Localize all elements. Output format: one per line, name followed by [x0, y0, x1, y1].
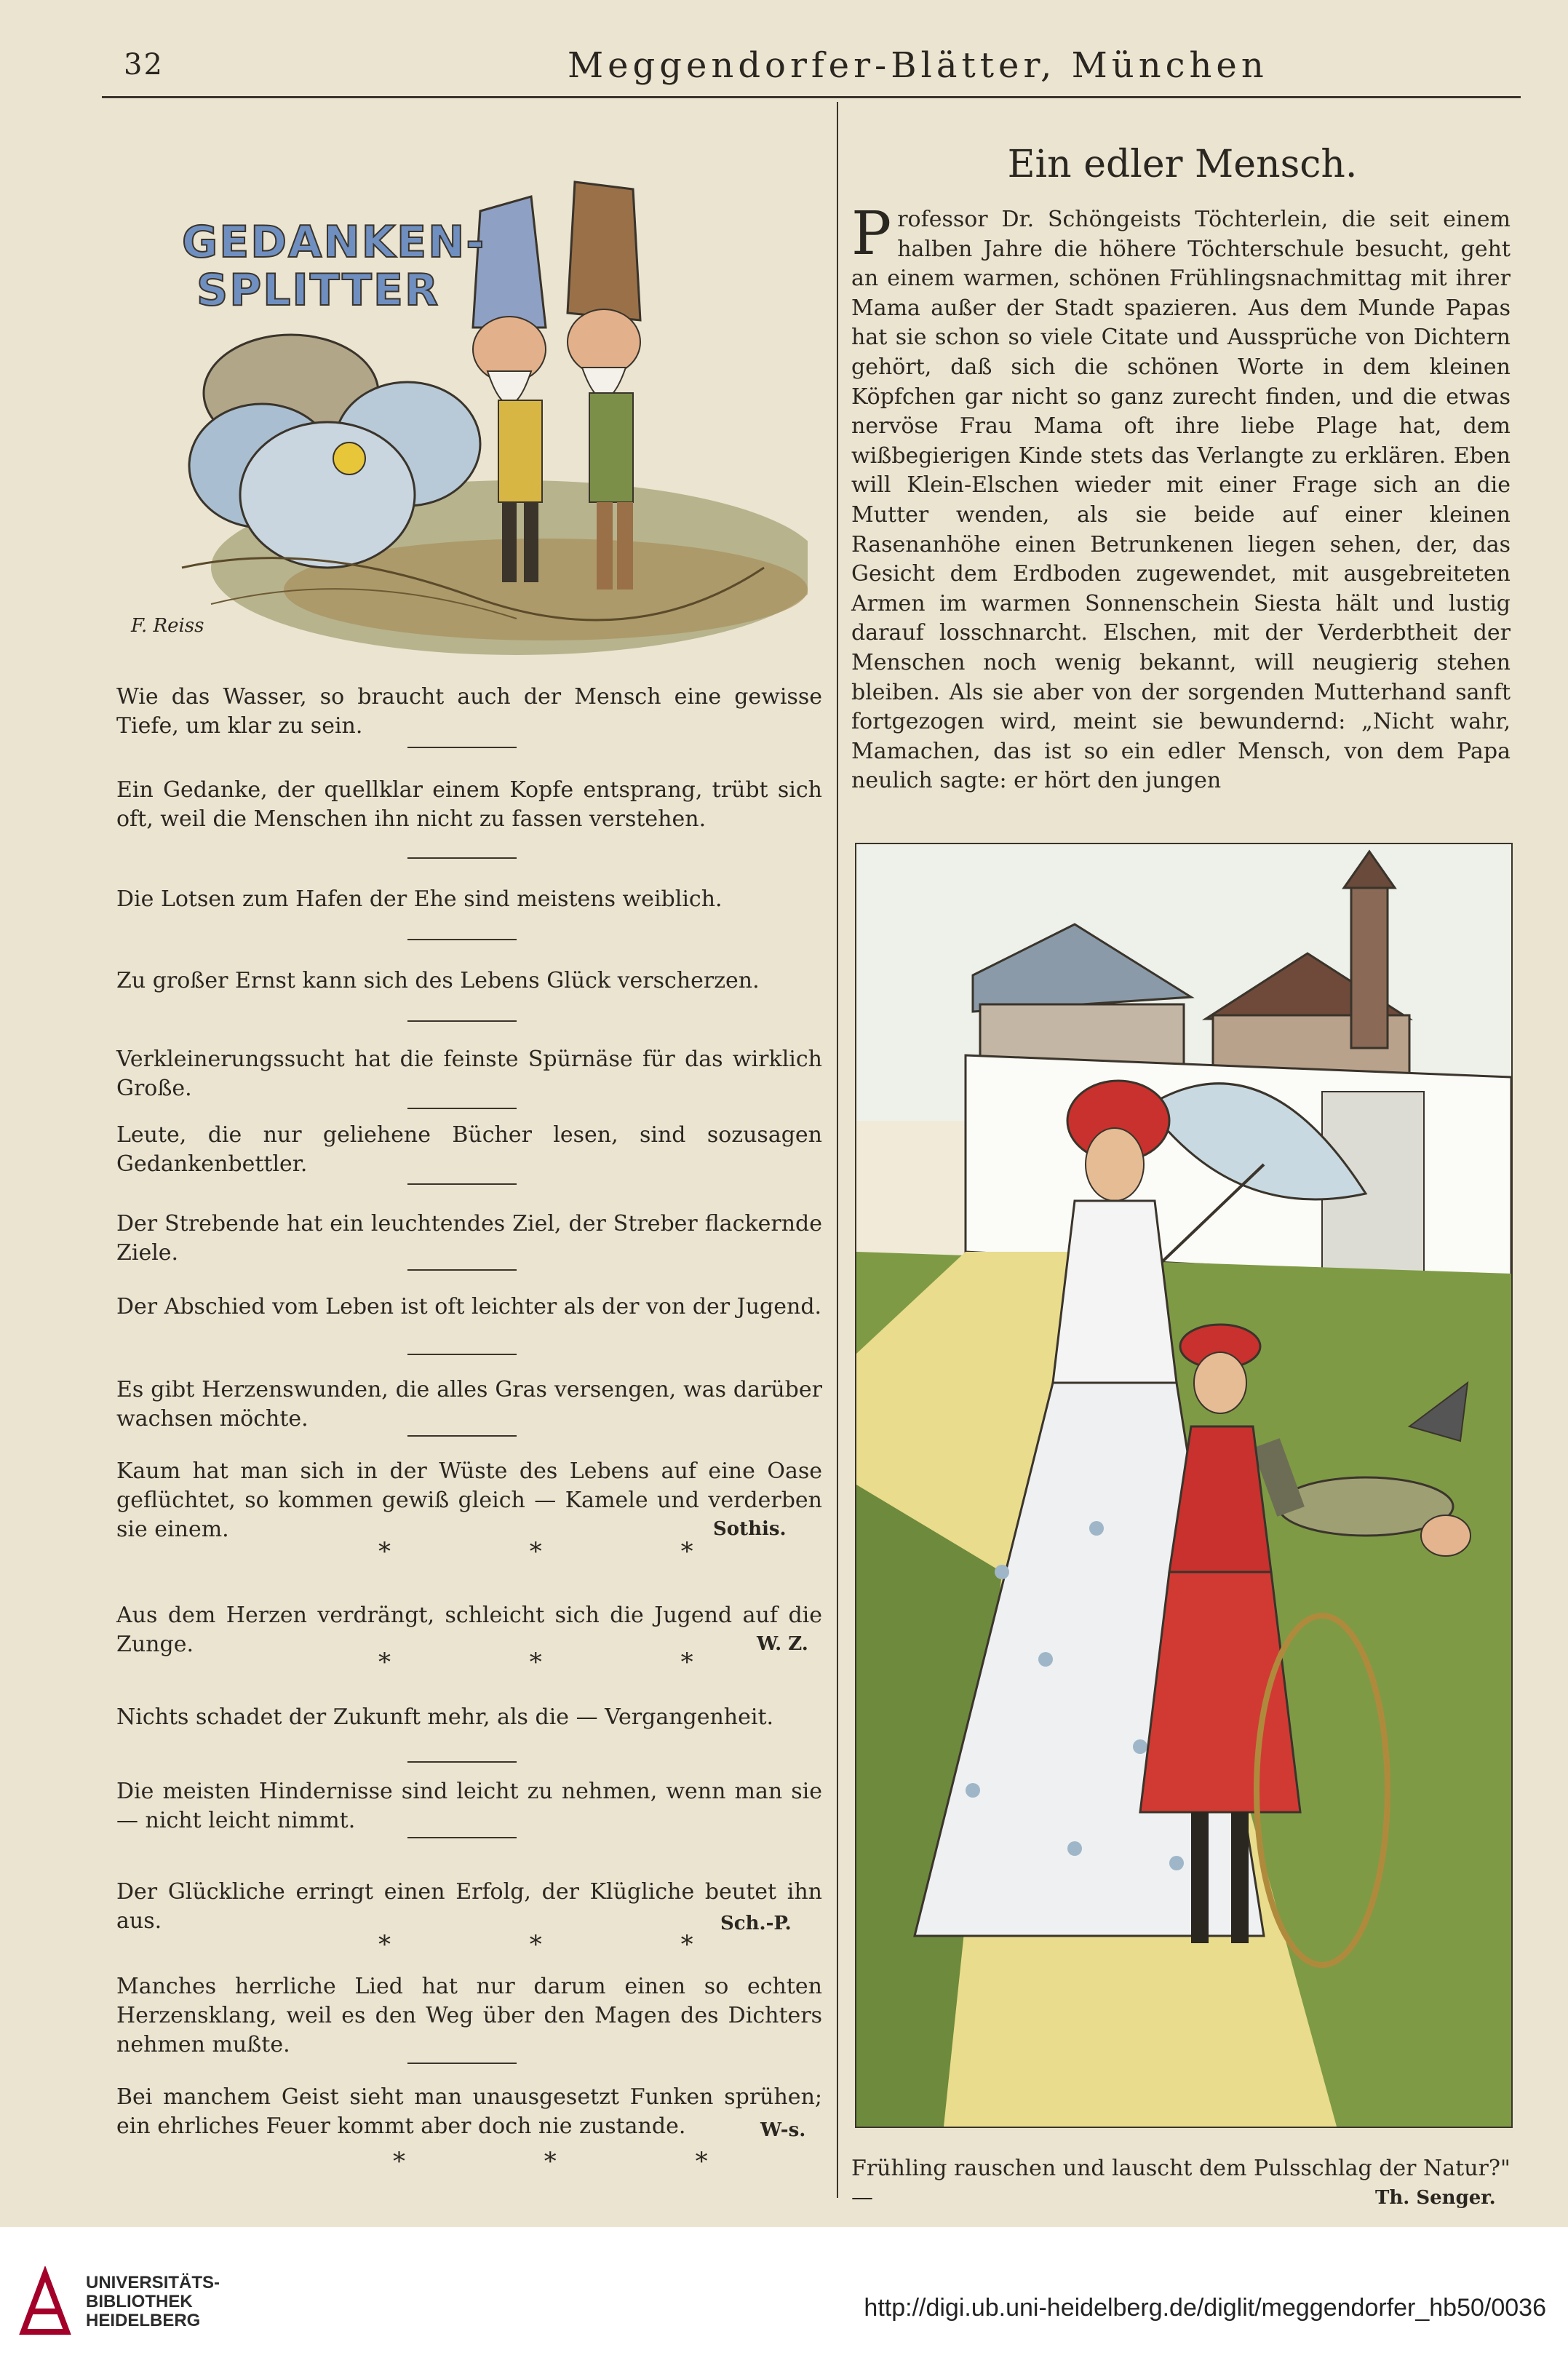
signature-sothis: Sothis.: [713, 1518, 787, 1540]
star-divider: * * *: [378, 1648, 759, 1677]
star-divider: * * *: [378, 1537, 759, 1566]
aphorism-1: Wie das Wasser, so braucht auch der Mensch eine gewisse Tiefe, um klar zu sein.: [116, 684, 822, 739]
drop-cap: P: [851, 199, 892, 269]
page-header: [102, 42, 1521, 93]
header-rule: [102, 96, 1521, 98]
story-body: rofessor Dr. Schöngeists Töchterlein, die seit einem halben Jahre die höhere Töchterschule besucht, geht an einem warmen, schönen Frühlingsnachmittag mit ihrer Mama außer der Stadt spazieren. Aus dem Munde Papas hat sie schon so viele Citate und Aussprüche von Dichtern gehört, daß sich die schönen Worte in dem kleinen Köpfchen gar nicht so ganz zurecht finden, und die etwas nervöse Frau Mama oft ihre liebe Plage hat, dem wißbegierigen Kinde stets das Verlangte zu erklären. Eben will Klein-Elschen wieder mit einer Frage sich an die Mutter wenden, als sie beide auf einer kleinen Rasenanhöhe einen Betrunkenen liegen sehen, der, das Gesicht dem Erdboden zugewendet, mit ausgebreiteten Armen im warmen Sonnenschein Siesta hält und lustig darauf losschnarcht. Elschen, mit der Verderbtheit der Menschen noch wenig bekannt, will neugierig stehen bleiben. Als sie aber von der sorgenden Mutterhand sanft fortgezogen wird, meint sie bewundernd: „Nicht wahr, Mamachen, das ist so ein edler Mensch, von dem Papa neulich sagte: er hört den jungen: [851, 207, 1511, 794]
separator-line: [407, 1435, 517, 1437]
illustration-signature: F. Reiss: [131, 615, 204, 637]
aphorism-8: Der Abschied vom Leben ist oft leichter als der von der Jugend.: [116, 1294, 822, 1319]
institution-line3: HEIDELBERG: [86, 2311, 201, 2330]
signature-ws: W-s.: [760, 2119, 806, 2141]
aphorism-13: Die meisten Hindernisse sind leicht zu nehmen, wenn man sie — nicht leicht nimmt.: [116, 1779, 822, 1833]
separator-line: [407, 1183, 517, 1185]
story-title: Ein edler Mensch.: [1007, 143, 1358, 186]
library-footer: [0, 2227, 1568, 2358]
aphorism-5: Verkleinerungssucht hat die feinste Spürnäse für das wirklich Große.: [116, 1047, 822, 1101]
separator-line: [407, 939, 517, 940]
digitization-url[interactable]: http://digi.ub.uni-heidelberg.de/diglit/meggendorfer_hb50/0036: [864, 2294, 1546, 2322]
separator-line: [407, 1108, 517, 1109]
aphorism-10: Kaum hat man sich in der Wüste des Lebens auf eine Oase geflüchtet, so kommen gewiß gleich — Kamele und verderben sie einem.: [116, 1458, 822, 1542]
aphorism-15: Manches herrliche Lied hat nur darum einen so echten Herzensklang, weil es den Weg über den Magen des Dichters nehmen mußte.: [116, 1974, 822, 2057]
aphorism-7: Der Strebende hat ein leuchtendes Ziel, der Streber flackernde Ziele.: [116, 1211, 822, 1266]
separator-line: [407, 2063, 517, 2064]
separator-line: [407, 1020, 517, 1022]
university-library-logo-icon: [16, 2266, 74, 2339]
story-text: [851, 199, 1511, 796]
aphorism-6: Leute, die nur geliehene Bücher lesen, sind sozusagen Gedankenbettler.: [116, 1122, 822, 1177]
institution-name: [86, 2274, 220, 2330]
aphorism-12: Nichts schadet der Zukunft mehr, als die — Vergangenheit.: [116, 1704, 774, 1730]
story-author: Th. Senger.: [1375, 2187, 1496, 2209]
aphorism-11: Aus dem Herzen verdrängt, schleicht sich die Jugend auf die Zunge.: [116, 1603, 822, 1657]
separator-line: [407, 1837, 517, 1838]
aphorism-9: Es gibt Herzenswunden, die alles Gras versengen, was darüber wachsen möchte.: [116, 1377, 822, 1432]
separator-line: [407, 747, 517, 748]
aphorism-14: Der Glückliche erringt einen Erfolg, der Klügliche beutet ihn aus.: [116, 1879, 822, 1934]
institution-line1: UNIVERSITÄTS-: [86, 2273, 220, 2292]
separator-line: [407, 1761, 517, 1763]
signature-wz: W. Z.: [757, 1633, 808, 1655]
illustration-title: [182, 218, 485, 314]
illustration-caption: Frühling rauschen und lauscht dem Pulsschlag der Natur?" —: [851, 2156, 1511, 2210]
separator-line: [407, 857, 517, 859]
star-divider: * * *: [378, 1930, 759, 1959]
separator-line: [407, 1354, 517, 1355]
page-number: 32: [124, 48, 164, 82]
story-illustration: [855, 843, 1513, 2128]
aphorism-3: Die Lotsen zum Hafen der Ehe sind meistens weiblich.: [116, 886, 723, 912]
institution-line2: BIBLIOTHEK: [86, 2292, 193, 2311]
illustration-title-line1: GEDANKEN-: [182, 217, 486, 268]
signature-schp: Sch.-P.: [720, 1913, 792, 1934]
running-head: Meggendorfer-Blätter, München: [568, 45, 1268, 86]
gedankensplitter-illustration: [131, 160, 808, 670]
aphorism-4: Zu großer Ernst kann sich des Lebens Glück verscherzen.: [116, 968, 760, 993]
mother-daughter-park-scene: [856, 844, 1511, 2127]
aphorism-16: Bei manchem Geist sieht man unausgesetzt Funken sprühen; ein ehrliches Feuer kommt aber doch nie zustande.: [116, 2084, 822, 2139]
column-divider: [837, 102, 838, 2198]
illustration-title-line2: SPLITTER: [196, 265, 440, 316]
separator-line: [407, 1269, 517, 1271]
star-divider: * * *: [393, 2147, 773, 2176]
aphorism-2: Ein Gedanke, der quellklar einem Kopfe entsprang, trübt sich oft, weil die Menschen ihn nicht zu fassen verstehen.: [116, 777, 822, 832]
